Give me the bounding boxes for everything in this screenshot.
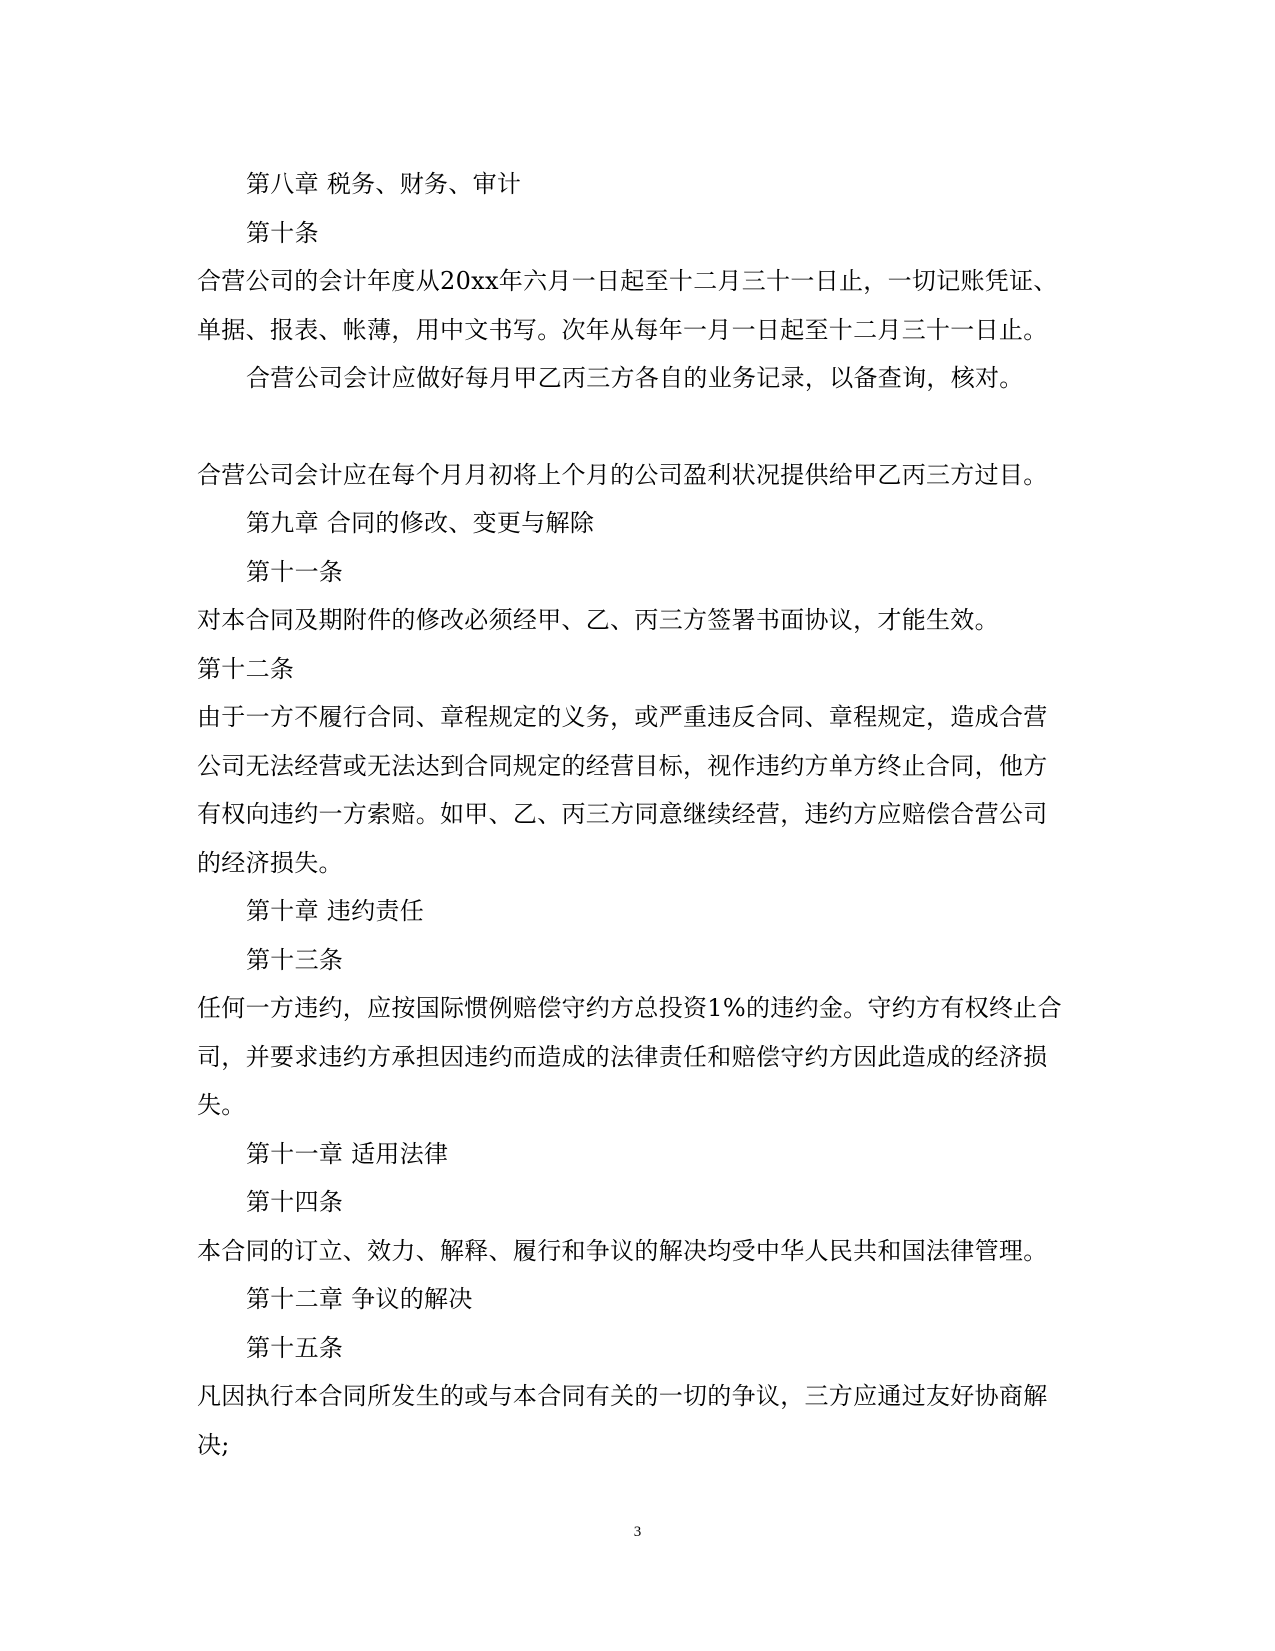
- chapter-heading-8: 第八章 税务、财务、审计: [246, 170, 522, 198]
- document-body: [197, 160, 1077, 1469]
- body-text-line: 本合同的订立、效力、解释、履行和争议的解决均受中华人民共和国法律管理。: [197, 1236, 1048, 1265]
- chapter-heading-12: 第十二章 争议的解决: [246, 1285, 473, 1313]
- body-text-line: 有权向违约一方索赔。如甲、乙、丙三方同意继续经营，违约方应赔偿合营公司: [197, 800, 1048, 828]
- body-text-line: 司，并要求违约方承担因违约而造成的法律责任和赔偿守约方因此造成的经济损: [197, 1042, 1048, 1071]
- article-heading-10: 第十条: [246, 218, 319, 247]
- body-text-line: 任何一方违约，应按国际惯例赔偿守约方总投资1%的违约金。守约方有权终止合: [197, 994, 1062, 1022]
- body-text-line: 的经济损失。: [197, 848, 343, 877]
- body-text-line: 由于一方不履行合同、章程规定的义务，或严重违反合同、章程规定，造成合营: [197, 703, 1048, 731]
- paragraph-gap: [197, 403, 1077, 451]
- chapter-heading-10: 第十章 违约责任: [246, 897, 425, 925]
- article-heading-15: 第十五条: [246, 1333, 344, 1362]
- article-heading-13: 第十三条: [246, 945, 344, 974]
- body-text-line: 失。: [197, 1091, 246, 1119]
- article-heading-14: 第十四条: [246, 1188, 344, 1216]
- article-heading-11: 第十一条: [246, 557, 344, 586]
- article-heading-12: 第十二条: [197, 654, 295, 683]
- body-text-line: 公司无法经营或无法达到合同规定的经营目标，视作违约方单方终止合同，他方: [197, 751, 1048, 780]
- body-text-line: 单据、报表、帐薄，用中文书写。次年从每年一月一日起至十二月三十一日止。: [197, 315, 1048, 344]
- page-number: 3: [633, 1524, 642, 1540]
- body-text-line: 决;: [197, 1430, 230, 1459]
- chapter-heading-11: 第十一章 适用法律: [246, 1139, 449, 1168]
- body-text-line: 合营公司会计应在每个月月初将上个月的公司盈利状况提供给甲乙丙三方过目。: [197, 460, 1048, 489]
- body-text-line: 合营公司的会计年度从20xx年六月一日起至十二月三十一日止，一切记账凭证、: [197, 267, 1058, 295]
- body-text-line: 合营公司会计应做好每月甲乙丙三方各自的业务记录，以备查询，核对。: [246, 364, 1024, 392]
- body-text-line: 对本合同及期附件的修改必须经甲、乙、丙三方签署书面协议，才能生效。: [197, 606, 999, 634]
- chapter-heading-9: 第九章 合同的修改、变更与解除: [246, 509, 595, 537]
- body-text-line: 凡因执行本合同所发生的或与本合同有关的一切的争议，三方应通过友好协商解: [197, 1382, 1048, 1410]
